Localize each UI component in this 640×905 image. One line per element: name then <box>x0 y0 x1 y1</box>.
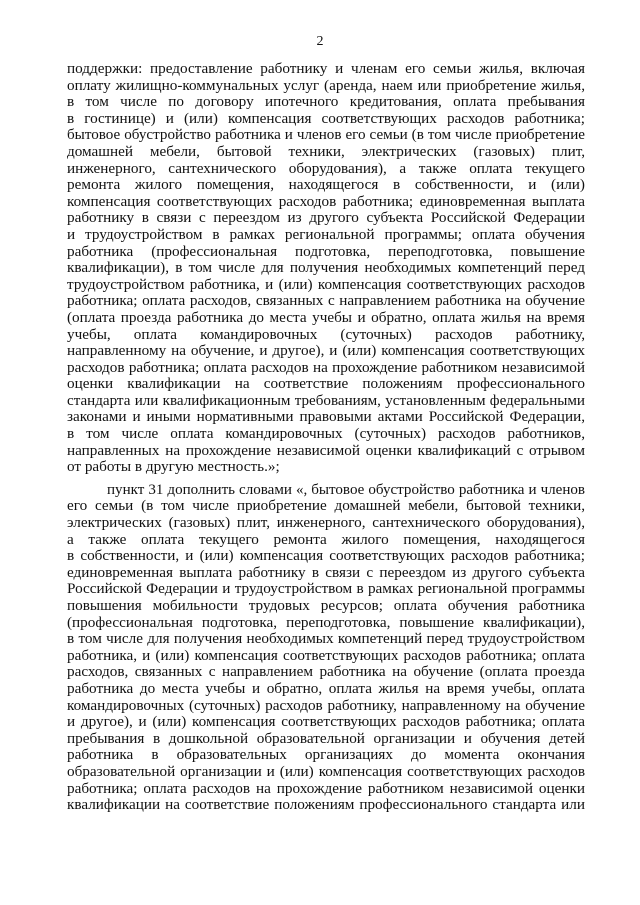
text-line: направленных на прохождение независимой оценки квалификаций с отрывом <box>67 441 585 459</box>
text-line: домашней мебели, бытовой техники, электрических (газовых) плит, <box>67 142 585 160</box>
text-line: работника, и (или) компенсация соответствующих расходов работника; оплата <box>67 646 585 664</box>
text-line: бытовое обустройство работника и членов его семьи (в том числе приобретение <box>67 127 585 144</box>
text-line: оплату жилищно-коммунальных услуг (аренда, наем или приобретение жилья, <box>67 76 585 94</box>
text-line: стандарта или квалификационным требованиям, установленным федеральными <box>67 392 585 409</box>
text-line: трудоустройством работника, и (или) компенсация соответствующих расходов <box>67 275 585 293</box>
text-line: квалификации на соответствие положениям профессионального стандарта или <box>67 796 585 814</box>
text-line: работника до места учебы и обратно, оплата жилья на время учебы, оплата <box>67 679 585 697</box>
text-line: в том числе по договору ипотечного кредитования, оплата пребывания <box>67 93 585 111</box>
text-line: (оплата проезда работника до места учебы и обратно, оплата жилья на время <box>67 308 585 326</box>
text-line: электрических (газовых) плит, инженерного, сантехнического оборудования), <box>67 514 585 532</box>
text-line: работника; оплата расходов на прохождение работником независимой оценки <box>67 779 585 797</box>
text-line: его семьи (в том числе приобретение домашней мебели, бытовой техники, <box>67 497 585 515</box>
text-line: и другое), и (или) компенсация соответствующих расходов работника; оплата <box>67 713 585 731</box>
document-body <box>67 61 585 814</box>
text-line: учебы, оплата командировочных (суточных) расходов работнику, <box>67 325 585 343</box>
text-line: образовательной организации и (или) компенсация соответствующих расходов <box>67 762 585 780</box>
text-line: работника; оплата расходов, связанных с направлением работника на обучение <box>67 292 585 310</box>
text-line: в том числе для получения необходимых компетенций перед трудоустройством <box>67 630 585 648</box>
text-line: Российской Федерации и трудоустройством в рамках региональной программы <box>67 580 585 598</box>
text-line: а также оплата текущего ремонта жилого помещения, находящегося <box>67 530 585 548</box>
text-line: законами и иными нормативными правовыми актами Российской Федерации, <box>67 408 585 426</box>
text-line: расходов работника; оплата расходов на прохождение работником независимой <box>67 358 585 376</box>
text-line: компенсация соответствующих расходов работника; единовременная выплата <box>67 192 585 210</box>
text-line: ремонта жилого помещения, находящегося в собственности, и (или) <box>67 176 585 194</box>
text-line: работника (профессиональная подготовка, переподготовка, повышение <box>67 242 585 260</box>
page-number: 2 <box>316 34 324 49</box>
paragraph-2 <box>67 482 585 814</box>
text-line: поддержки: предоставление работнику и членам его семьи жилья, включая <box>67 60 585 77</box>
text-line: (профессиональная подготовка, переподготовка, повышение квалификации), <box>67 613 585 631</box>
text-line: работнику в связи с переездом из другого субъекта Российской Федерации <box>67 209 585 227</box>
text-line: пункт 31 дополнить словами «, бытовое обустройство работника и членов <box>107 481 585 498</box>
text-line: в том числе оплата командировочных (суточных) расходов работников, <box>67 425 585 443</box>
text-line: направленному на обучение, и другое), и (или) компенсация соответствующих <box>67 342 585 360</box>
text-line: в собственности, и (или) компенсация соответствующих расходов работника; <box>67 547 585 565</box>
text-line: от работы в другую местность.»; <box>67 458 280 476</box>
text-line: расходов, связанных с направлением работника на обучение (оплата проезда <box>67 663 585 681</box>
text-line: в гостинице) и (или) компенсация соответствующих расходов работника; <box>67 109 585 127</box>
text-line: инженерного, сантехнического оборудования), а также оплата текущего <box>67 159 585 177</box>
text-line: работника в образовательных организациях до момента окончания <box>67 746 585 764</box>
text-line: оценки квалификации на соответствие положениям профессионального <box>67 375 585 393</box>
text-line: повышения мобильности трудовых ресурсов; оплата обучения работника <box>67 597 585 614</box>
text-line: и трудоустройством в рамках региональной программы; оплата обучения <box>67 225 585 243</box>
text-line: квалификации), в том числе для получения необходимых компетенций перед <box>67 259 585 277</box>
text-line: командировочных (суточных) расходов работнику, направленному на обучение <box>67 696 585 714</box>
text-line: пребывания в дошкольной образовательной организации и обучения детей <box>67 729 585 747</box>
text-line: единовременная выплата работнику в связи с переездом из другого субъекта <box>67 563 585 581</box>
paragraph-1 <box>67 61 585 476</box>
